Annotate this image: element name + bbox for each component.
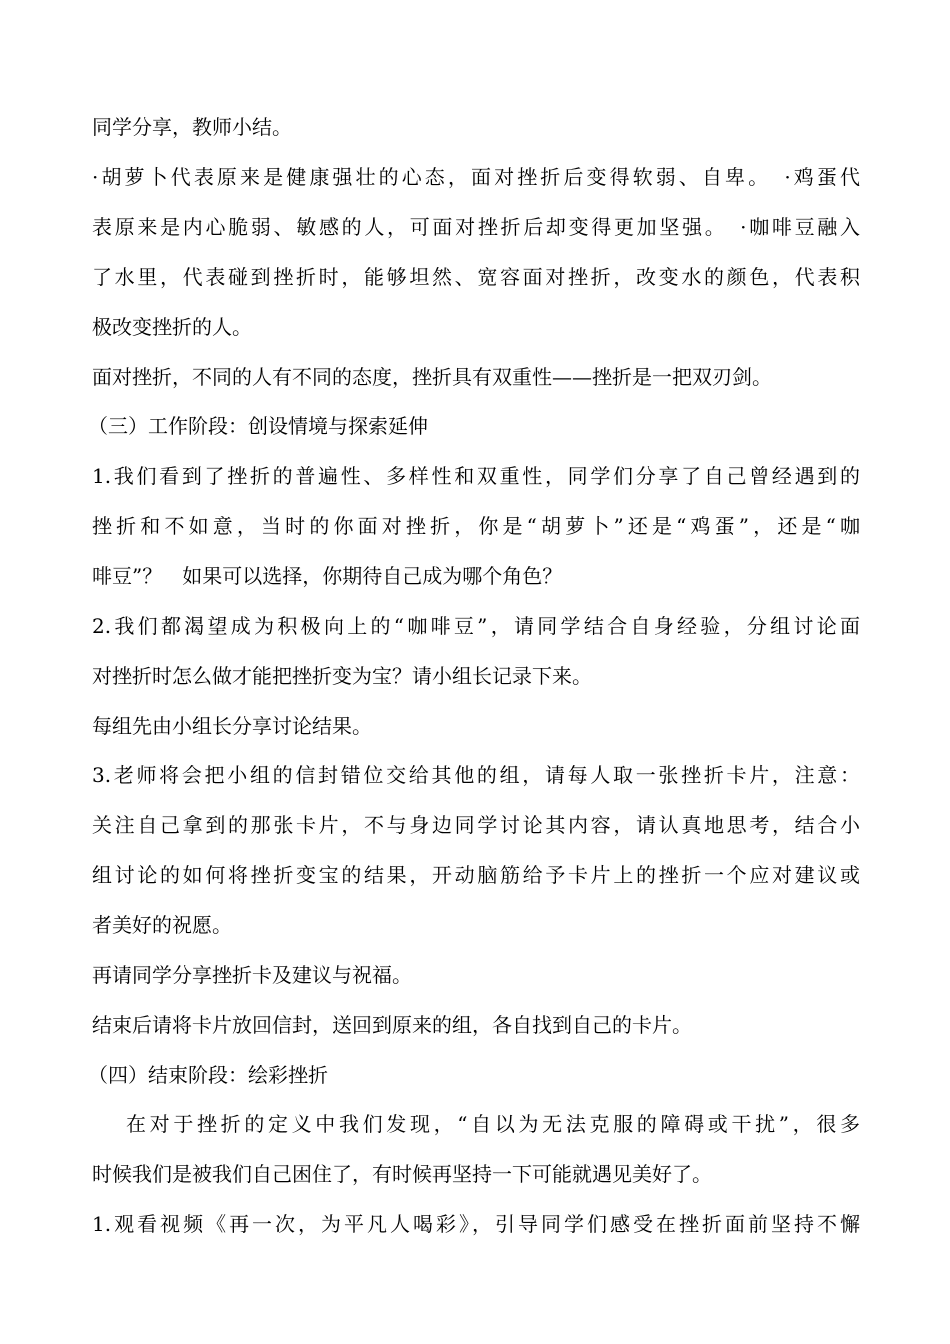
paragraph-line: 者美好的祝愿。 (92, 913, 232, 937)
section-heading: （三）工作阶段：创设情境与探索延伸 (88, 414, 428, 438)
paragraph-line: 啡豆”？ 如果可以选择，你期待自己成为哪个角色？ (92, 564, 563, 588)
paragraph-line: 1.观看视频《再一次，为平凡人喝彩》，引导同学们感受在挫折面前坚持不懈 (92, 1212, 860, 1236)
paragraph-line: 极改变挫折的人。 (92, 315, 252, 339)
paragraph-line: ·胡萝卜代表原来是健康强壮的心态，面对挫折后变得软弱、自卑。 ·鸡蛋代 (92, 165, 860, 189)
section-heading: （四）结束阶段：绘彩挫折 (88, 1063, 328, 1087)
paragraph-line: 了水里，代表碰到挫折时，能够坦然、宽容面对挫折，改变水的颜色，代表积 (92, 265, 860, 289)
paragraph-line: 2.我们都渴望成为积极向上的“咖啡豆”，请同学结合自身经验，分组讨论面 (92, 614, 860, 638)
paragraph-line: 1.我们看到了挫折的普遍性、多样性和双重性，同学们分享了自己曾经遇到的 (92, 464, 860, 488)
paragraph-line: 每组先由小组长分享讨论结果。 (92, 714, 372, 738)
paragraph-line: 时候我们是被我们自己困住了，有时候再坚持一下可能就遇见美好了。 (92, 1162, 712, 1186)
paragraph-line: 再请同学分享挫折卡及建议与祝福。 (92, 963, 412, 987)
paragraph-line: 3.老师将会把小组的信封错位交给其他的组，请每人取一张挫折卡片，注意： (92, 763, 860, 787)
paragraph-line: 表原来是内心脆弱、敏感的人，可面对挫折后却变得更加坚强。 ·咖啡豆融入 (92, 215, 860, 239)
paragraph-line: 挫折和不如意，当时的你面对挫折，你是“胡萝卜”还是“鸡蛋”，还是“咖 (92, 514, 860, 538)
paragraph-line: 面对挫折，不同的人有不同的态度，挫折具有双重性——挫折是一把双刃剑。 (92, 365, 772, 389)
paragraph-line: 在对于挫折的定义中我们发现，“自以为无法克服的障碍或干扰”，很多 (126, 1112, 860, 1136)
paragraph-line: 关注自己拿到的那张卡片，不与身边同学讨论其内容，请认真地思考，结合小 (92, 813, 860, 837)
paragraph-line: 对挫折时怎么做才能把挫折变为宝？请小组长记录下来。 (92, 664, 592, 688)
paragraph-line: 同学分享，教师小结。 (92, 115, 292, 139)
paragraph-line: 结束后请将卡片放回信封，送回到原来的组，各自找到自己的卡片。 (92, 1013, 692, 1037)
paragraph-line: 组讨论的如何将挫折变宝的结果，开动脑筋给予卡片上的挫折一个应对建议或 (92, 863, 860, 887)
